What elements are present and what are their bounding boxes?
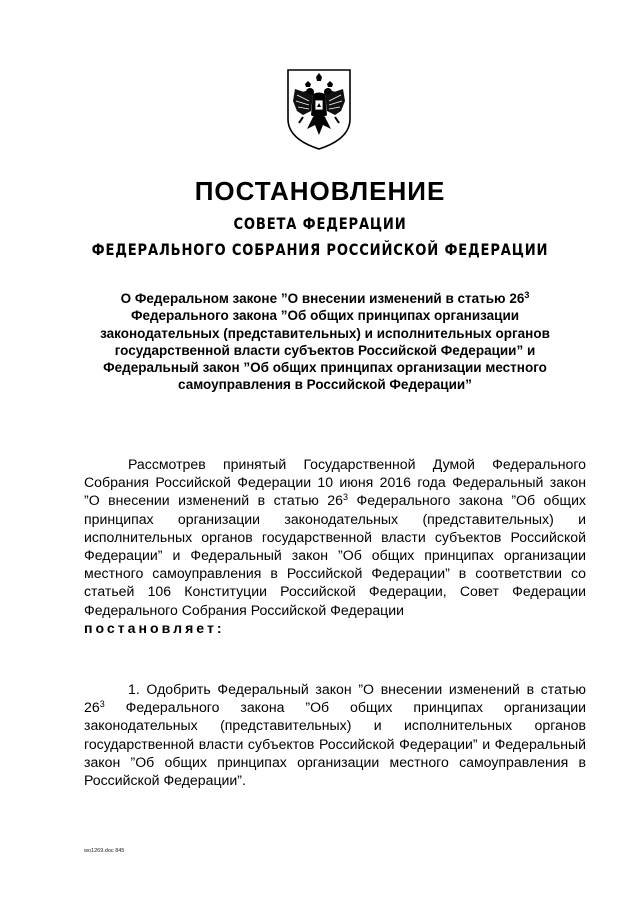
heading-text: О Федеральном законе ”О внесении изменений в статью 26 <box>120 291 525 306</box>
clause-1-text: 1. Одобрить Федеральный закон ”О внесении изменений в статью 26 <box>84 681 586 716</box>
paragraph-preamble <box>84 455 586 637</box>
preamble-text-continued: Федерального закона ”Об общих принципах организации законодательных (представительных) и исполнительных органов государственной власти субъектов Российской Федерации” и Федеральный закон ”Об общих принципах организации местного самоуправления в Российской Федерации” в соответствии со статьей 106 Конституции Российской Федерации, Совет Федерации Федерального Собрания Российской Федерации <box>84 492 586 618</box>
clause-1-text-continued: Федерального закона ”Об общих принципах организации законодательных (представительных) и исполнительных органов государственной власти субъектов Российской Федерации” и Федеральный закон ”Об общих принципах организации местного самоуправления в Российской Федерации”. <box>84 699 586 789</box>
document-subtitle-assembly: ФЕДЕРАЛЬНОГО СОБРАНИЯ РОССИЙСКОЙ ФЕДЕРАЦИИ <box>91 240 549 259</box>
resolution-heading <box>80 290 570 394</box>
document-file-reference: wo1269.doc 845 <box>84 848 125 854</box>
heading-text-continued: Федерального закона ”Об общих принципах организации законодательных (представительных) и исполнительных органов государственной власти субъектов Российской Федерации” и Федеральный закон ”Об общих принципах организации местного самоуправления в Российской Федерации” <box>100 308 550 393</box>
resolves-keyword: постановляет: <box>84 619 225 636</box>
paragraph-clause-1 <box>84 680 586 789</box>
emblem-icon <box>285 67 353 151</box>
clause-1-superscript: 3 <box>99 699 105 710</box>
document-title: ПОСТАНОВЛЕНИЕ <box>194 176 446 206</box>
preamble-text: Рассмотрев принятый Государственной Думой Федерального Собрания Российской Федерации 10 июня 2016 года Федеральный закон ”О внесении изменений в статью 26 <box>84 456 586 509</box>
preamble-superscript: 3 <box>342 492 348 503</box>
heading-superscript: 3 <box>524 290 530 300</box>
document-subtitle-council: СОВЕТА ФЕДЕРАЦИИ <box>233 214 407 233</box>
